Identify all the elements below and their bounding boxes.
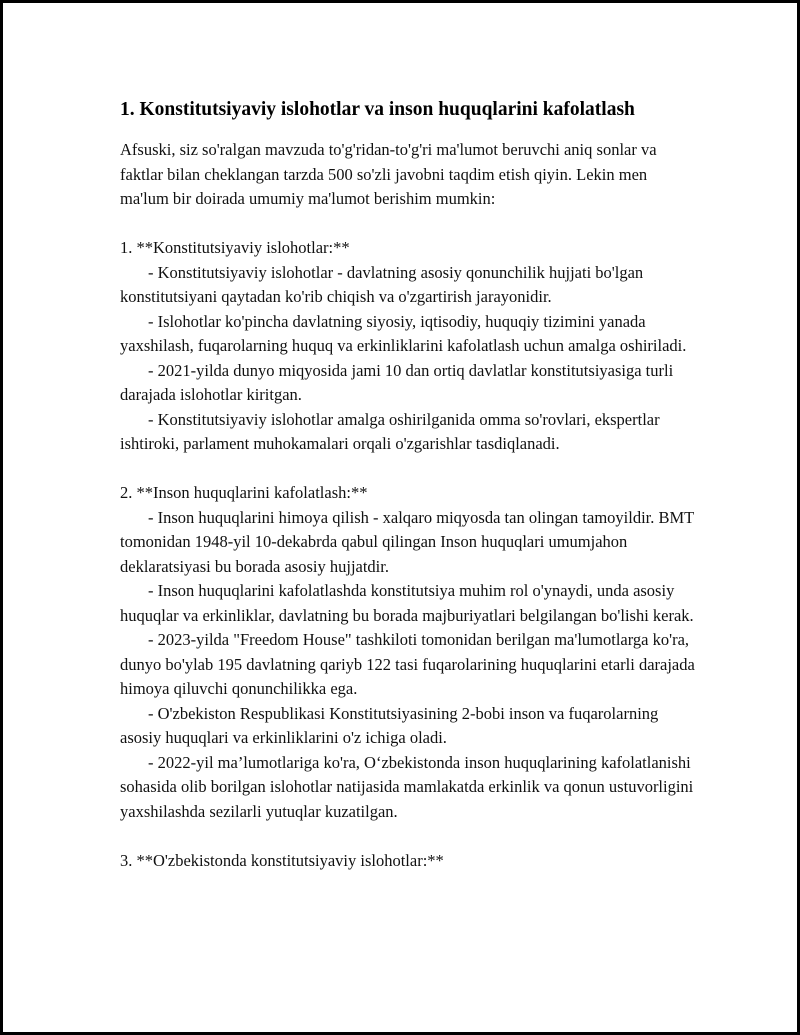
- intro-paragraph: Afsuski, siz so'ralgan mavzuda to'g'ridan-to'g'ri ma'lumot beruvchi aniq sonlar va faktlar bilan cheklangan tarzda 500 so'zli javobni taqdim etish qiyin. Lekin men ma'lum bir doirada umumiy ma'lumot berishim mumkin:: [120, 140, 657, 208]
- section-title: 3. **O'zbekistonda konstitutsiyaviy islohotlar:**: [120, 850, 444, 870]
- bullet-item: - O'zbekiston Respublikasi Konstitutsiyasining 2-bobi inson va fuqarolarning asosiy huquqlari va erkinliklarini o'z ichiga oladi.: [120, 703, 659, 747]
- bullet-item: - Inson huquqlarini kafolatlashda konstitutsiya muhim rol o'ynaydi, unda asosiy huquqlar va erkinliklar, davlatning bu borada majburiyatlari belgilangan bo'lishi kerak.: [120, 581, 694, 625]
- bullet-item: - Inson huquqlarini himoya qilish - xalqaro miqyosda tan olingan tamoyildir. BMT tomonidan 1948-yil 10-dekabrda qabul qilingan Inson huquqlari umumjahon deklaratsiyasi bu borada asosiy hujjatdir.: [120, 507, 694, 576]
- paragraph-gap: [120, 457, 695, 482]
- bullet-item: - 2023-yilda "Freedom House" tashkiloti tomonidan berilgan ma'lumotlarga ko'ra, dunyo bo'ylab 195 davlatning qariyb 122 tasi fuqarolarining huquqlarini etarli darajada himoya qiluvchi qonunchilikka ega.: [120, 630, 695, 698]
- paragraph-gap: [120, 824, 695, 849]
- section-human-rights: [120, 481, 695, 824]
- section-title: 1. **Konstitutsiyaviy islohotlar:**: [120, 238, 350, 257]
- bullet-item: - 2021-yilda dunyo miqyosida jami 10 dan ortiq davlatlar konstitutsiyasiga turli darajada islohotlar kiritgan.: [120, 360, 674, 404]
- bullet-item: - Islohotlar ko'pincha davlatning siyosiy, iqtisodiy, huquqiy tizimini yanada yaxshilash, fuqarolarning huquq va erkinliklarini kafolatlash uchun amalga oshiriladi.: [120, 311, 687, 355]
- section-uzbekistan-reforms: [120, 849, 695, 874]
- bullet-item: - Konstitutsiyaviy islohotlar - davlatning asosiy qonunchilik hujjati bo'lgan konstitutsiyani qaytadan ko'rib chiqish va o'zgartirish jarayonidir.: [120, 262, 644, 306]
- section-constitutional-reforms: [120, 236, 695, 457]
- paragraph-gap: [120, 212, 695, 237]
- document-body: [120, 96, 695, 873]
- bullet-item: - Konstitutsiyaviy islohotlar amalga oshirilganida omma so'rovlari, ekspertlar ishtiroki, parlament muhokamalari orqali o'zgarishlar tasdiqlanadi.: [120, 409, 660, 453]
- bullet-item: - 2022-yil ma’lumotlariga ko'ra, O‘zbekistonda inson huquqlarining kafolatlanishi sohasida olib borilgan islohotlar natijasida mamlakatda erkinlik va qonun ustuvorligini yaxshilashda sezilarli yutuqlar kuzatilgan.: [120, 752, 694, 821]
- document-heading: 1. Konstitutsiyaviy islohotlar va inson huquqlarini kafolatlash: [120, 99, 635, 120]
- section-title: 2. **Inson huquqlarini kafolatlash:**: [120, 483, 368, 502]
